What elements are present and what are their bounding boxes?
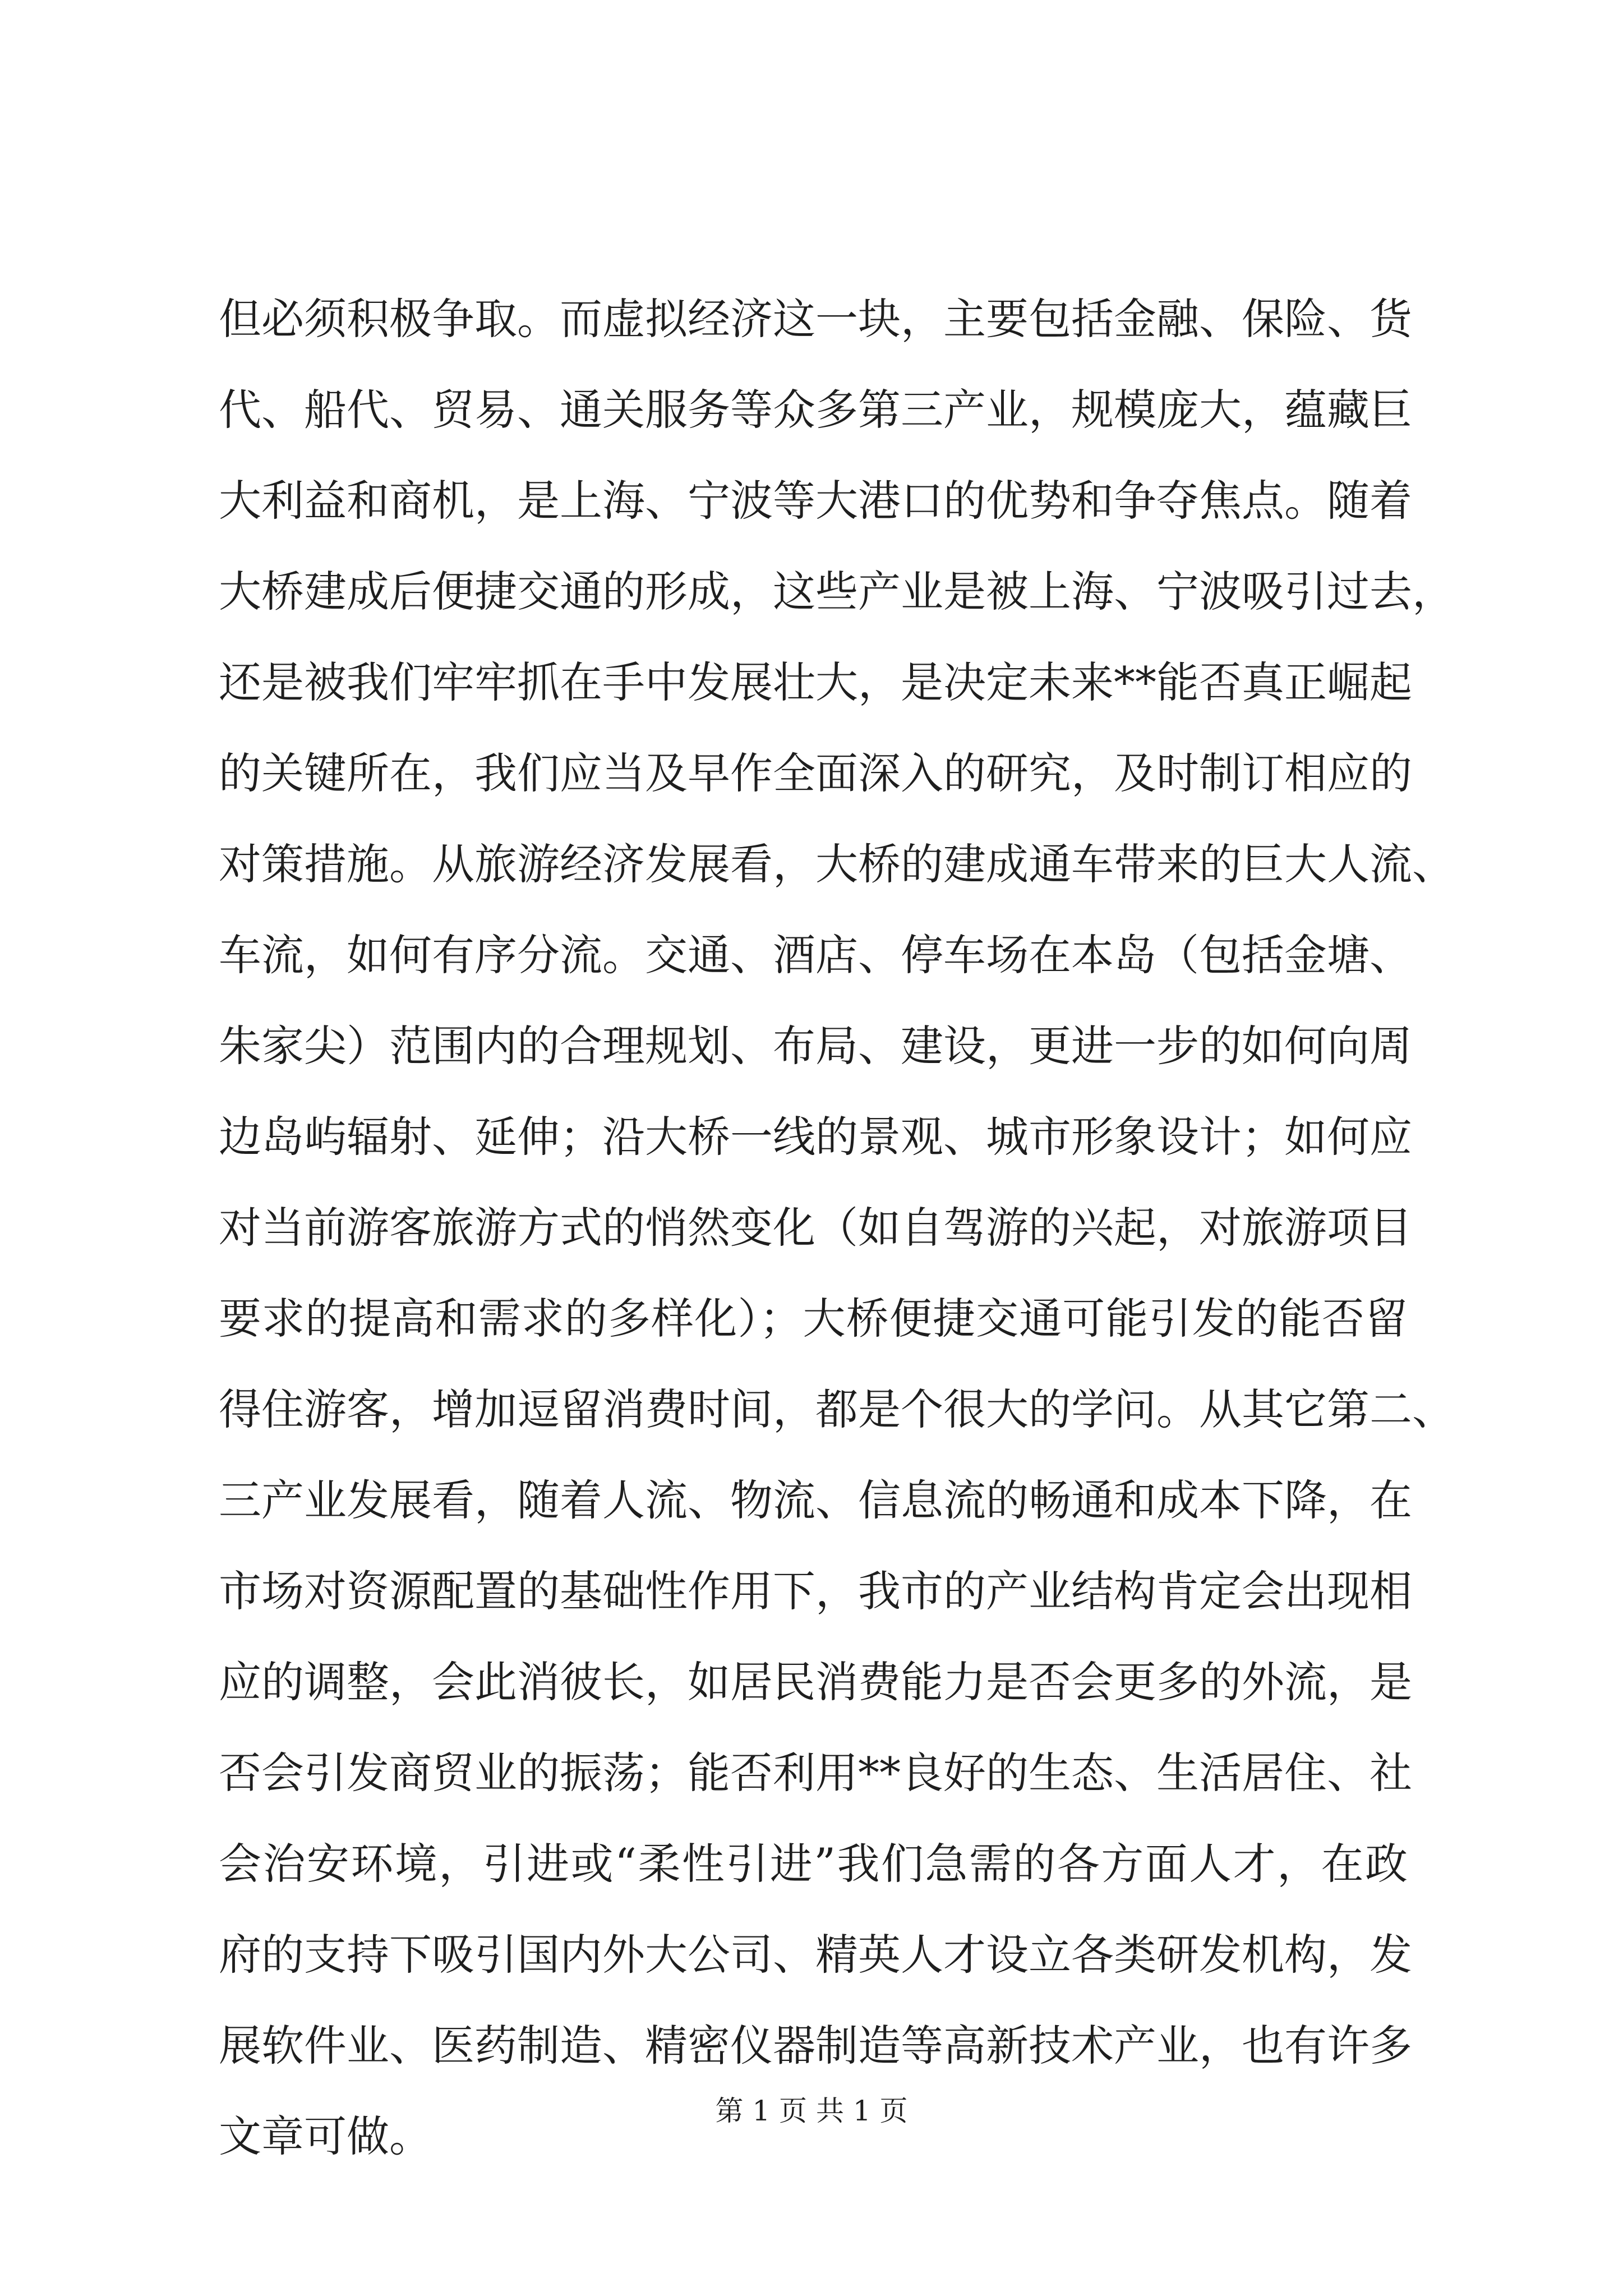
- text-line: 文章可做。: [219, 2111, 432, 2161]
- page-footer: [0, 2091, 1623, 2131]
- text-line: 府的支持下吸引国内外大公司、精英人才设立各类研发机构，发: [219, 1930, 1412, 1980]
- text-line: 三产业发展看，随着人流、物流、信息流的畅通和成本下降，在: [219, 1475, 1412, 1525]
- text-line: 展软件业、医药制造、精密仪器制造等高新技术产业，也有许多: [219, 2021, 1412, 2070]
- text-line: 朱家尖）范围内的合理规划、布局、建设，更进一步的如何向周: [219, 1021, 1412, 1071]
- page-number-label: 第 1 页 共 1 页: [715, 2095, 908, 2127]
- text-line: 还是被我们牢牢抓在手中发展壮大，是决定未来**能否真正崛起: [219, 657, 1412, 707]
- text-line: 得住游客，增加逗留消费时间，都是个很大的学问。从其它第二、: [219, 1384, 1455, 1434]
- text-line: 否会引发商贸业的振荡；能否利用**良好的生态、生活居住、社: [219, 1748, 1412, 1798]
- text-line: 应的调整，会此消彼长，如居民消费能力是否会更多的外流，是: [219, 1657, 1412, 1707]
- text-line: 对策措施。从旅游经济发展看，大桥的建成通车带来的巨大人流、: [219, 839, 1455, 889]
- text-line: 的关键所在，我们应当及早作全面深入的研究，及时制订相应的: [219, 748, 1412, 798]
- text-line: 对当前游客旅游方式的悄然变化（如自驾游的兴起，对旅游项目: [219, 1203, 1412, 1253]
- text-line: 会治安环境，引进或“柔性引进”我们急需的各方面人才，在政: [219, 1839, 1408, 1889]
- text-line: 大桥建成后便捷交通的形成，这些产业是被上海、宁波吸引过去，: [219, 567, 1455, 616]
- body-paragraph: [219, 274, 1455, 2182]
- text-line: 市场对资源配置的基础性作用下，我市的产业结构肯定会出现相: [219, 1566, 1412, 1616]
- text-line: 代、船代、贸易、通关服务等众多第三产业，规模庞大，蕴藏巨: [219, 385, 1412, 435]
- text-line: 边岛屿辐射、延伸；沿大桥一线的景观、城市形象设计；如何应: [219, 1112, 1412, 1162]
- text-line: 大利益和商机，是上海、宁波等大港口的优势和争夺焦点。随着: [219, 476, 1412, 526]
- text-line: 车流，如何有序分流。交通、酒店、停车场在本岛（包括金塘、: [219, 930, 1412, 980]
- text-line: 但必须积极争取。而虚拟经济这一块，主要包括金融、保险、货: [219, 294, 1412, 344]
- text-line: 要求的提高和需求的多样化）；大桥便捷交通可能引发的能否留: [219, 1294, 1408, 1343]
